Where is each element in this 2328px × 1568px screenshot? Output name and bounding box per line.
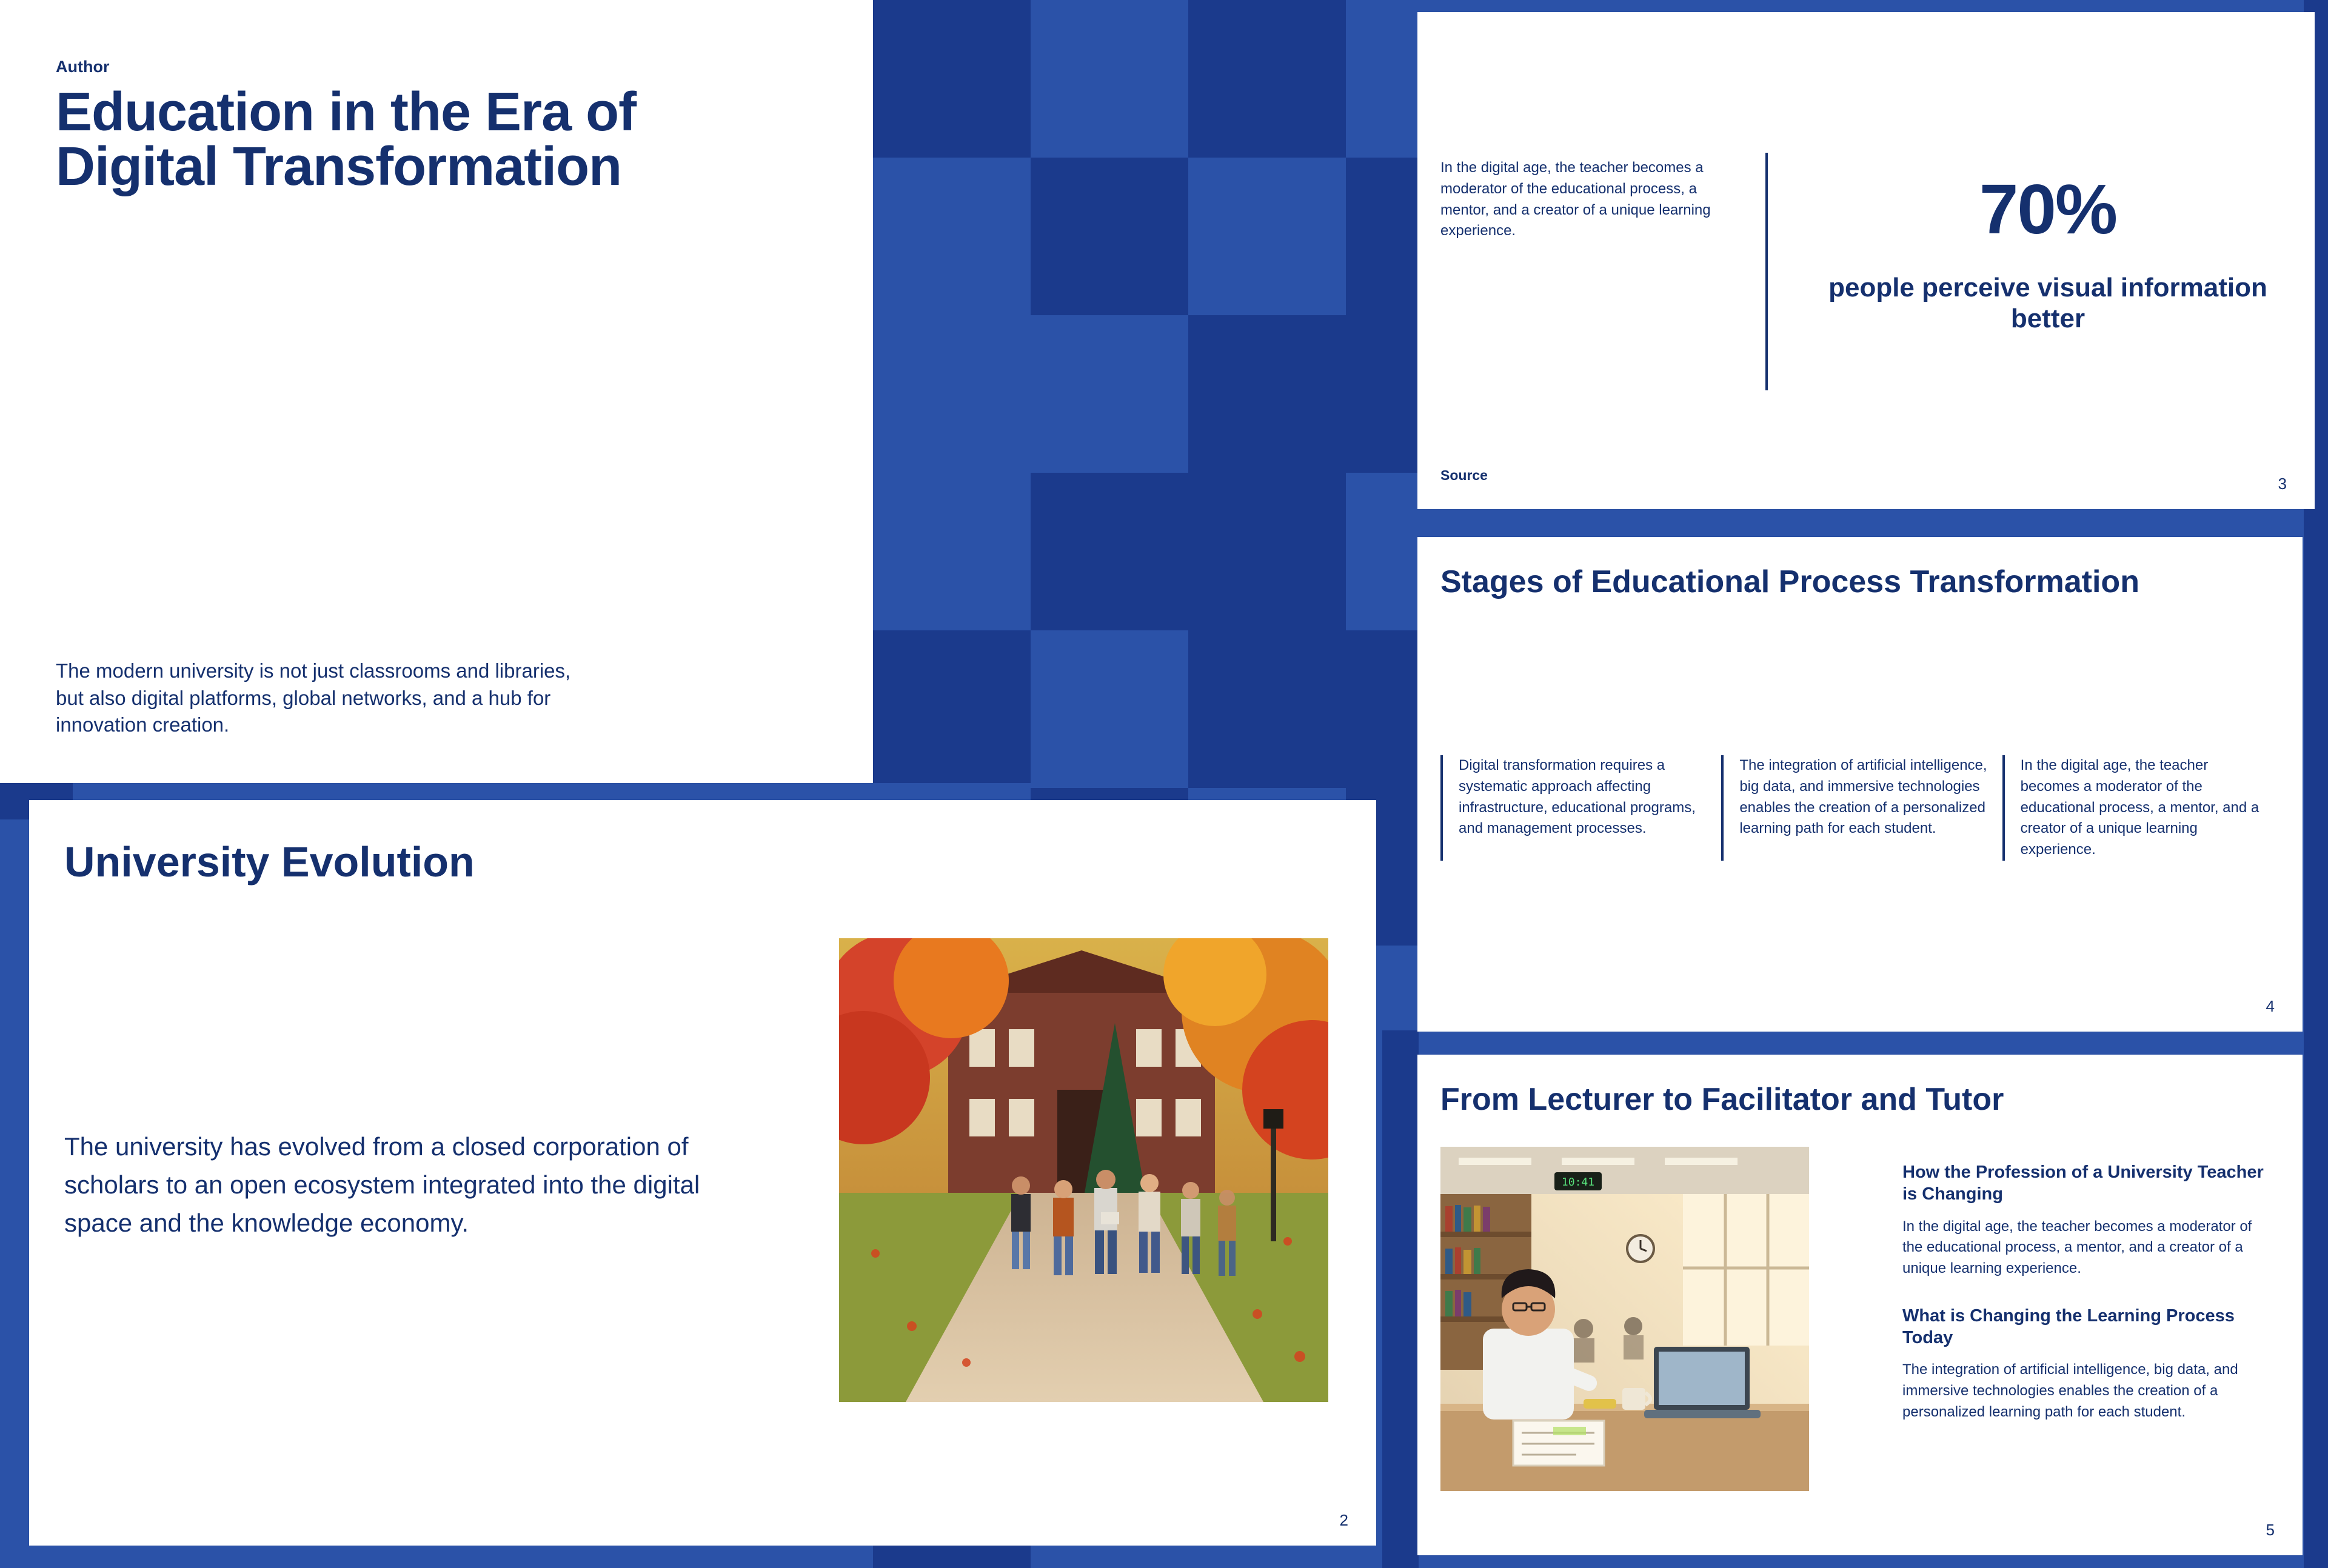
stage-column [2002,755,2269,861]
block-heading: How the Profession of a University Teacher is Changing [1902,1163,2264,1204]
slide-title: Stages of Educational Process Transformation [1440,564,2139,599]
cover-body-text: The modern university is not just classrooms and libraries, but also digital platforms, global networks, and a hub for innovation creation. [56,659,571,736]
stat-left-text: In the digital age, the teacher becomes a moderator of the educational process, a mentor, and a creator of a unique learning experience. [1440,159,1711,239]
vertical-divider [1765,153,1768,390]
cover-author-label: Author [56,58,110,76]
stat-value: 70% [1979,170,2117,249]
page-number: 3 [2278,475,2287,493]
campus-photo [839,938,1328,1402]
block-heading: What is Changing the Learning Process Today [1902,1306,2235,1348]
slide-cover[interactable] [0,0,873,783]
page-number: 2 [1339,1511,1348,1529]
stage-text: Digital transformation requires a systematic approach affecting infrastructure, educational programs, and management processes. [1459,757,1696,837]
slide-university-evolution[interactable] [29,800,1376,1546]
stage-text: In the digital age, the teacher becomes a moderator of the educational process, a mentor, and a creator of a unique learning experience. [2020,757,2259,858]
slide-statistic[interactable] [1417,12,2315,509]
stage-column [1440,755,1707,861]
library-study-photo [1440,1147,1809,1491]
slide-lecturer-to-facilitator[interactable] [1417,1055,2303,1555]
source-label: Source [1440,467,1488,483]
page-title: Education in the Era of Digital Transformation [56,82,637,197]
block-text: The integration of artificial intelligence, big data, and immersive technologies enables the creation of a personalized learning path for each student. [1902,1361,2238,1420]
stage-column [1721,755,1987,861]
slide-stages[interactable] [1417,537,2303,1032]
block-text: In the digital age, the teacher becomes a moderator of the educational process, a mentor, and a creator of a unique learning experience. [1902,1218,2252,1277]
slide-title: From Lecturer to Facilitator and Tutor [1440,1082,2004,1117]
stage-text: The integration of artificial intelligence, big data, and immersive technologies enables the creation of a personalized learning path for each student. [1739,757,1987,837]
stat-caption: people perceive visual information better [1828,273,2267,333]
slide-body-text: The university has evolved from a closed corporation of scholars to an open ecosystem integrated into the digital space and the knowledge economy. [64,1132,700,1237]
lecturer-text-blocks [1902,1161,2272,1449]
slide-title: University Evolution [64,838,475,886]
page-number: 5 [2266,1521,2275,1539]
cover-decorative-art [873,0,1419,783]
svg-text:10:41: 10:41 [1561,1176,1595,1189]
page-number: 4 [2266,997,2275,1015]
stages-columns [1440,755,2283,861]
